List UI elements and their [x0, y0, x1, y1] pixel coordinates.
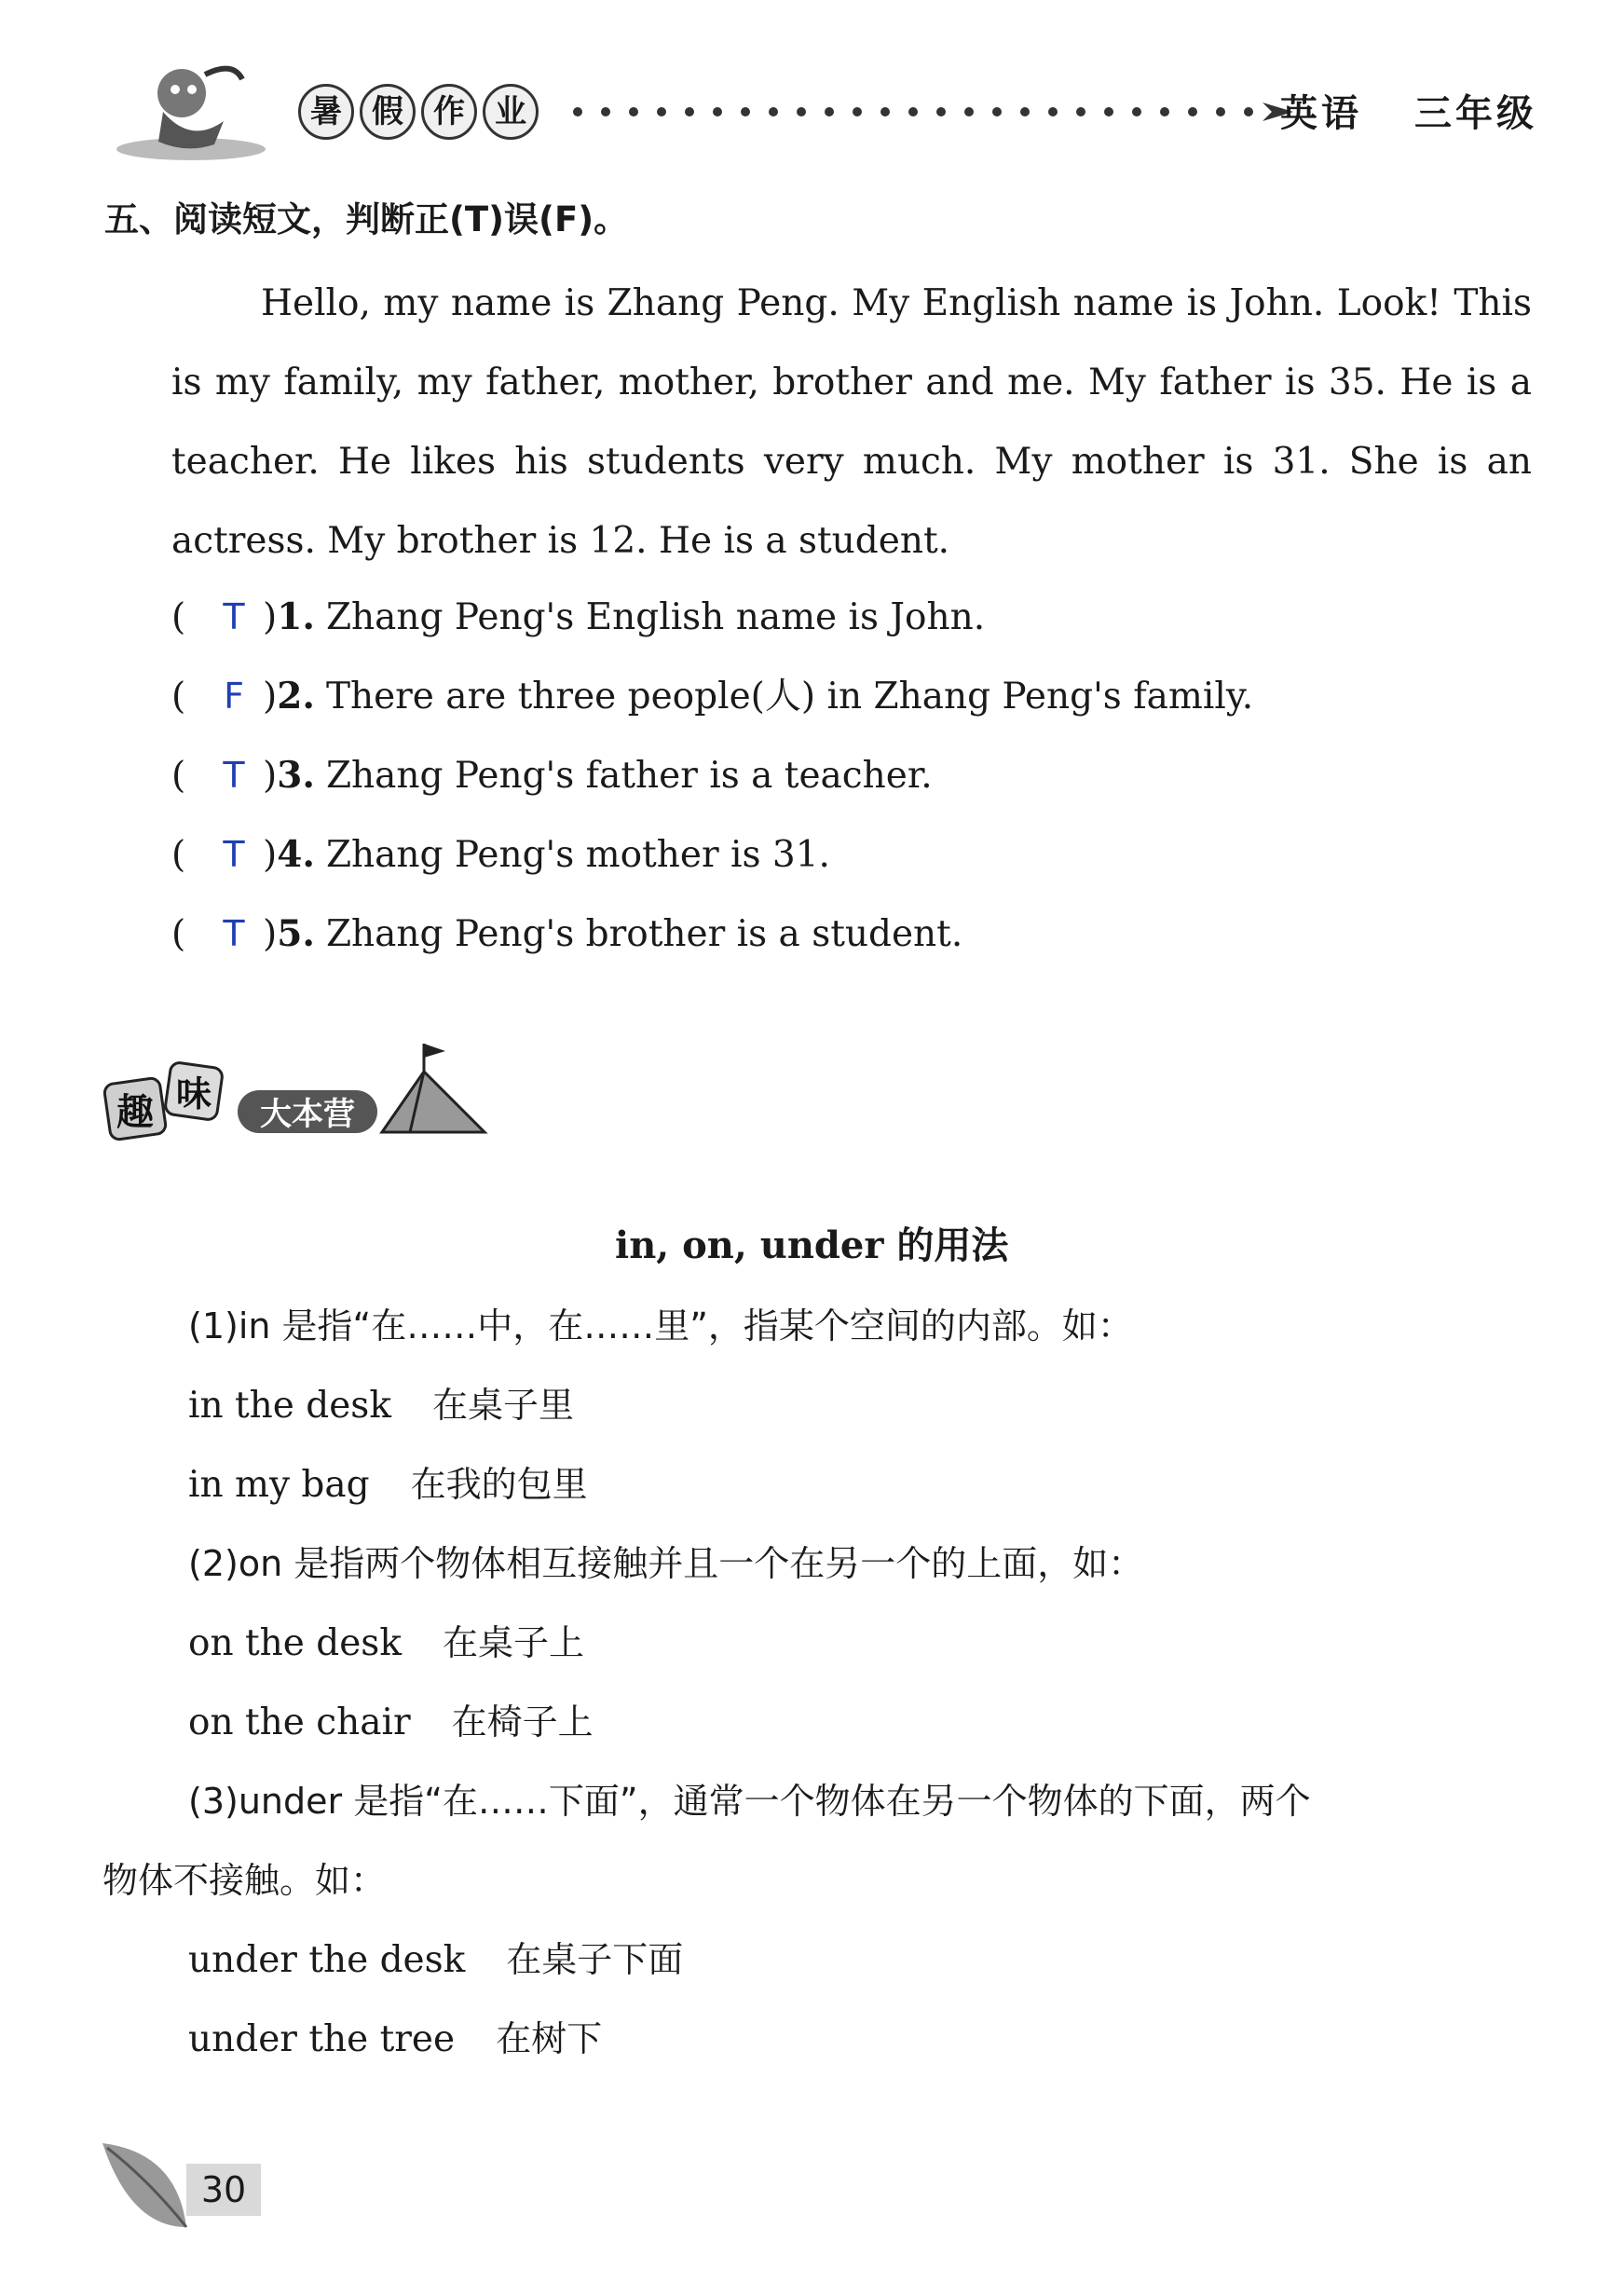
answer-mark: T: [223, 755, 245, 796]
grammar-title-en: in, on, under: [615, 1223, 884, 1267]
grammar-example: in the desk 在桌子里: [188, 1385, 574, 1427]
grammar-example: on the desk 在桌子上: [188, 1622, 584, 1664]
answer-mark: F: [224, 676, 244, 717]
question-item: ( T ) 5. Zhang Peng's brother is a student.: [171, 895, 1532, 974]
question-item: ( T ) 1. Zhang Peng's English name is John.: [171, 578, 1532, 657]
grammar-rule: (1)in 是指“在……中，在……里”，指某个空间的内部。如：: [188, 1305, 1133, 1346]
grammar-rule-continuation: 物体不接触。如：: [102, 1860, 387, 1901]
question-text: There are three people(人) in Zhang Peng's family.: [325, 676, 1254, 718]
question-item: ( T ) 4. Zhang Peng's mother is 31.: [171, 815, 1532, 895]
question-number: 3.: [277, 754, 315, 797]
series-char: 暑: [298, 84, 354, 140]
grammar-example: in my bag 在我的包里: [188, 1464, 588, 1506]
page-number: 30: [186, 2164, 261, 2216]
fun-camp-banner: [102, 1039, 494, 1141]
subject-grade: [1280, 84, 1537, 137]
grade-label: 三年级: [1414, 92, 1537, 135]
grammar-example: on the chair 在椅子上: [188, 1702, 594, 1743]
reading-passage: [171, 264, 1532, 581]
section-title: 五、阅读短文，判断正(T)误(F)。: [104, 199, 629, 239]
question-text: Zhang Peng's father is a teacher.: [325, 755, 933, 797]
leaf-icon: [93, 2134, 196, 2246]
passage-text: Hello, my name is Zhang Peng. My English name is John. Look! This is my family, my father, mother, brother and me. My father is 35. He is a teacher. He likes his students very much. My mother is 31. She is an actress. My brother is 12. He is a student.: [171, 282, 1532, 562]
question-item: ( T ) 3. Zhang Peng's father is a teacher.: [171, 736, 1532, 815]
answer-mark: T: [223, 596, 245, 637]
series-char: 作: [421, 84, 477, 140]
grammar-example: under the tree 在树下: [188, 2018, 603, 2060]
question-number: 2.: [277, 675, 315, 718]
subject-label: 英语: [1280, 92, 1362, 135]
grammar-title-cn: 的用法: [896, 1224, 1009, 1267]
true-false-questions: [171, 578, 1532, 974]
grammar-rule: (2)on 是指两个物体相互接触并且一个在另一个的上面，如：: [188, 1543, 1144, 1584]
question-text: Zhang Peng's brother is a student.: [325, 913, 963, 955]
grammar-title: [615, 1216, 1008, 1269]
series-title: [298, 84, 539, 140]
mascot-logo-icon: [112, 56, 270, 163]
banner-char: 味: [175, 1073, 212, 1114]
banner-char: 趣: [116, 1091, 154, 1134]
question-text: Zhang Peng's mother is 31.: [325, 834, 830, 876]
question-item: ( F ) 2. There are three people(人) in Zhang Peng's family.: [171, 657, 1532, 736]
answer-mark: T: [223, 834, 245, 875]
question-text: Zhang Peng's English name is John.: [325, 596, 986, 638]
question-number: 4.: [277, 833, 315, 876]
answer-mark: T: [223, 913, 245, 954]
banner-label: 大本营: [260, 1096, 355, 1133]
page-header: [102, 56, 1537, 168]
page-number-block: [93, 2134, 270, 2246]
question-number: 5.: [277, 912, 315, 955]
series-char: 假: [360, 84, 416, 140]
series-char: 业: [483, 84, 539, 140]
grammar-rule: (3)under 是指“在……下面”，通常一个物体在另一个物体的下面，两个: [188, 1781, 1311, 1822]
dotted-arrow-divider: [568, 102, 1295, 121]
question-number: 1.: [277, 595, 315, 638]
grammar-example: under the desk 在桌子下面: [188, 1939, 684, 1981]
